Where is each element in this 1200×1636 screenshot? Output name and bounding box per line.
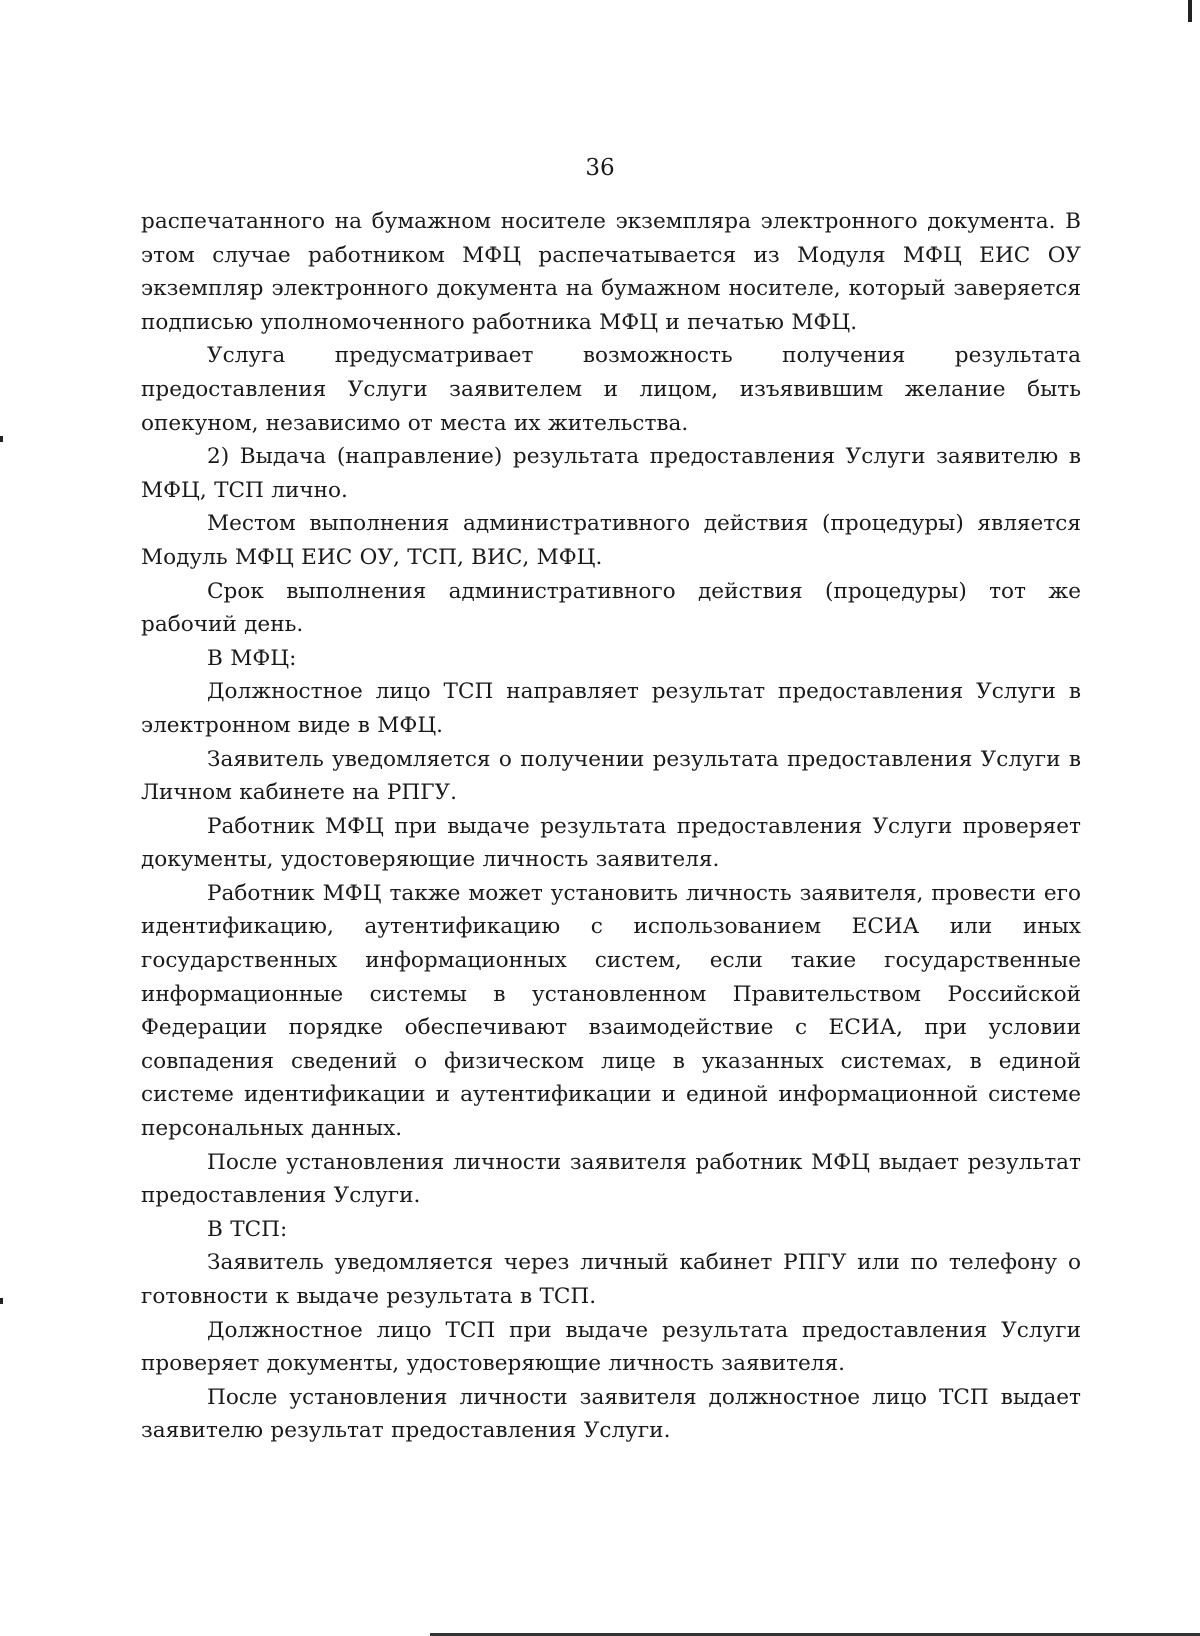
paragraph: После установления личности заявителя работник МФЦ выдает результат предоставления Услуги. xyxy=(141,1149,1081,1209)
paragraph: Срок выполнения административного действия (процедуры) тот же рабочий день. xyxy=(141,578,1081,638)
scan-edge-mark xyxy=(0,436,3,442)
section-heading: В ТСП: xyxy=(207,1216,288,1242)
paragraph: Работник МФЦ также может установить личность заявителя, провести его идентификацию, аутентификацию с использованием ЕСИА или иных государственных информационных систем, если такие государственные информационные системы в установленном Правительством Российской Федерации порядке обеспечивают взаимодействие с ЕСИА, при условии совпадения сведений о физическом лице в указанных системах, в единой системе идентификации и аутентификации и единой информационной системе персональных данных. xyxy=(141,880,1081,1142)
paragraph: Услуга предусматривает возможность получения результата предоставления Услуги заявителем и лицом, изъявившим желание быть опекуном, независимо от места их жительства. xyxy=(141,343,1081,436)
scan-edge-mark xyxy=(1188,0,1192,22)
paragraph: распечатанного на бумажном носителе экземпляра электронного документа. В этом случае работником МФЦ распечатывается из Модуля МФЦ ЕИС ОУ экземпляр электронного документа на бумажном носителе, который заверяется подписью уполномоченного работника МФЦ и печатью МФЦ. xyxy=(141,209,1081,335)
scan-edge-mark xyxy=(0,1298,3,1304)
paragraph: 2) Выдача (направление) результата предоставления Услуги заявителю в МФЦ, ТСП лично. xyxy=(141,444,1081,503)
paragraph: Заявитель уведомляется о получении результата предоставления Услуги в Личном кабинете на РПГУ. xyxy=(141,746,1081,806)
paragraph: После установления личности заявителя должностное лицо ТСП выдает заявителю результат предоставления Услуги. xyxy=(141,1384,1081,1444)
paragraph: Должностное лицо ТСП при выдаче результата предоставления Услуги проверяет документы, удостоверяющие личность заявителя. xyxy=(141,1317,1081,1377)
paragraph: Должностное лицо ТСП направляет результат предоставления Услуги в электронном виде в МФЦ. xyxy=(141,679,1081,738)
page-number: 36 xyxy=(585,155,615,181)
paragraph: Местом выполнения административного действия (процедуры) является Модуль МФЦ ЕИС ОУ, ТСП, ВИС, МФЦ. xyxy=(141,511,1081,570)
paragraph: Работник МФЦ при выдаче результата предоставления Услуги проверяет документы, удостоверяющие личность заявителя. xyxy=(141,813,1081,873)
paragraph: Заявитель уведомляется через личный кабинет РПГУ или по телефону о готовности к выдаче результата в ТСП. xyxy=(141,1250,1081,1309)
section-heading: В МФЦ: xyxy=(207,645,297,671)
document-body xyxy=(141,205,1081,1448)
